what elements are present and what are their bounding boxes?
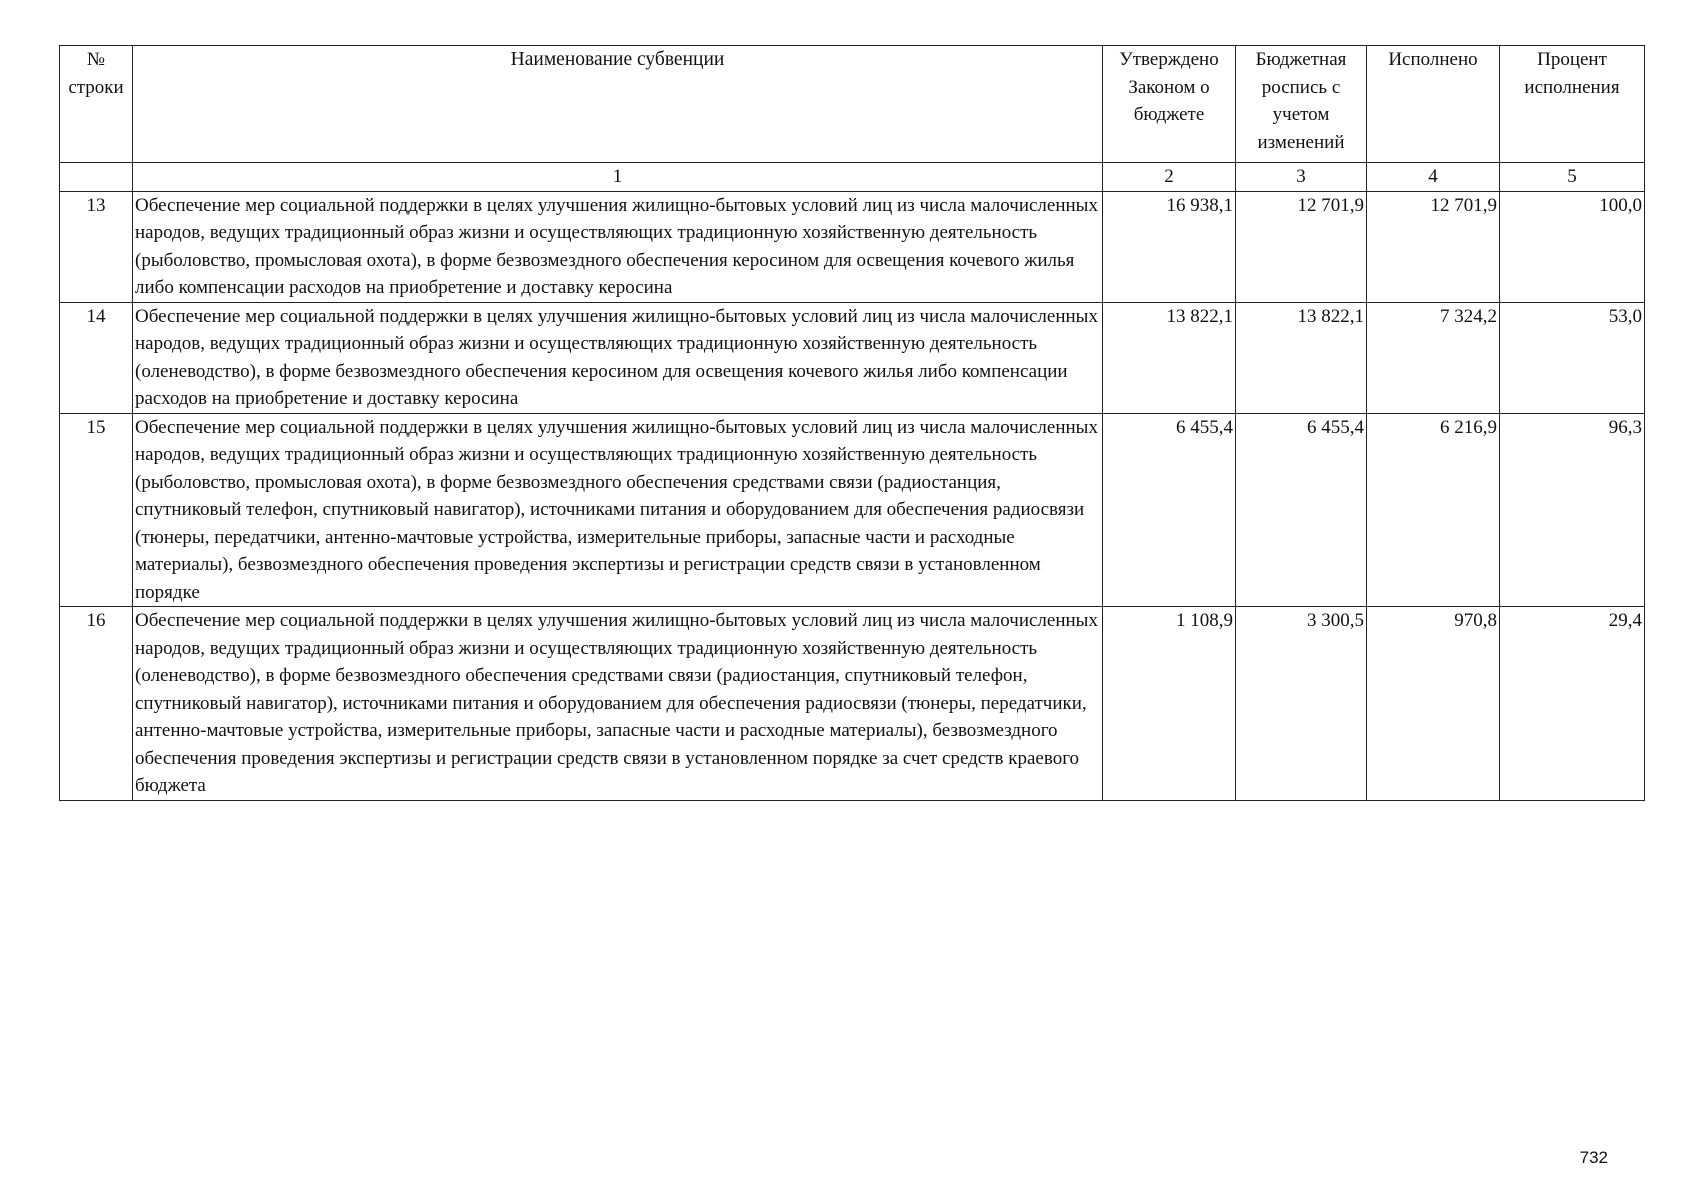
executed-value: 12 701,9 [1367,191,1500,302]
header-row-number: № строки [60,46,133,163]
row-number: 15 [60,413,133,607]
percent-value: 29,4 [1500,607,1645,801]
column-number: 1 [133,163,1103,192]
table-header-row [60,46,1645,163]
subsidies-table [59,45,1645,801]
header-subsidy-name: Наименование субвенции [133,46,1103,163]
budget-list-value: 13 822,1 [1236,302,1367,413]
budget-list-value: 12 701,9 [1236,191,1367,302]
column-number: 5 [1500,163,1645,192]
subsidy-name: Обеспечение мер социальной поддержки в целях улучшения жилищно-бытовых условий лиц из числа малочисленных народов, ведущих традиционный образ жизни и осуществляющих традиционную хозяйственную деятельность (рыболовство, промысловая охота), в форме безвозмездного обеспечения керосином для освещения кочевого жилья либо компенсации расходов на приобретение и доставку керосина [133,191,1103,302]
page-number: 732 [1579,1148,1608,1167]
budget-list-value: 6 455,4 [1236,413,1367,607]
approved-value: 1 108,9 [1103,607,1236,801]
subsidy-name: Обеспечение мер социальной поддержки в целях улучшения жилищно-бытовых условий лиц из числа малочисленных народов, ведущих традиционный образ жизни и осуществляющих традиционную хозяйственную деятельность (оленеводство), в форме безвозмездного обеспечения керосином для освещения кочевого жилья либо компенсации расходов на приобретение и доставку керосина [133,302,1103,413]
row-number: 16 [60,607,133,801]
percent-value: 100,0 [1500,191,1645,302]
budget-list-value: 3 300,5 [1236,607,1367,801]
column-number-row [60,163,1645,192]
column-number: 4 [1367,163,1500,192]
table-row [60,302,1645,413]
percent-value: 53,0 [1500,302,1645,413]
table-row [60,191,1645,302]
header-budget-list: Бюджетная роспись с учетом изменений [1236,46,1367,163]
percent-value: 96,3 [1500,413,1645,607]
table-row [60,413,1645,607]
column-number: 3 [1236,163,1367,192]
executed-value: 7 324,2 [1367,302,1500,413]
column-number: 2 [1103,163,1236,192]
header-approved: Утверждено Законом о бюджете [1103,46,1236,163]
header-percent: Процент исполнения [1500,46,1645,163]
subsidy-name: Обеспечение мер социальной поддержки в целях улучшения жилищно-бытовых условий лиц из числа малочисленных народов, ведущих традиционный образ жизни и осуществляющих традиционную хозяйственную деятельность (оленеводство), в форме безвозмездного обеспечения средствами связи (радиостанция, спутниковый телефон, спутниковый навигатор), источниками питания и оборудованием для обеспечения радиосвязи (тюнеры, передатчики, антенно-мачтовые устройства, измерительные приборы, запасные части и расходные материалы), безвозмездного обеспечения проведения экспертизы и регистрации средств связи в установленном порядке за счет средств краевого бюджета [133,607,1103,801]
column-number [60,163,133,192]
subsidy-name: Обеспечение мер социальной поддержки в целях улучшения жилищно-бытовых условий лиц из числа малочисленных народов, ведущих традиционный образ жизни и осуществляющих традиционную хозяйственную деятельность (рыболовство, промысловая охота), в форме безвозмездного обеспечения средствами связи (радиостанция, спутниковый телефон, спутниковый навигатор), источниками питания и оборудованием для обеспечения радиосвязи (тюнеры, передатчики, антенно-мачтовые устройства, измерительные приборы, запасные части и расходные материалы), безвозмездного обеспечения проведения экспертизы и регистрации средств связи в установленном порядке [133,413,1103,607]
executed-value: 6 216,9 [1367,413,1500,607]
header-executed: Исполнено [1367,46,1500,163]
row-number: 14 [60,302,133,413]
executed-value: 970,8 [1367,607,1500,801]
table-row [60,607,1645,801]
approved-value: 6 455,4 [1103,413,1236,607]
row-number: 13 [60,191,133,302]
approved-value: 16 938,1 [1103,191,1236,302]
approved-value: 13 822,1 [1103,302,1236,413]
